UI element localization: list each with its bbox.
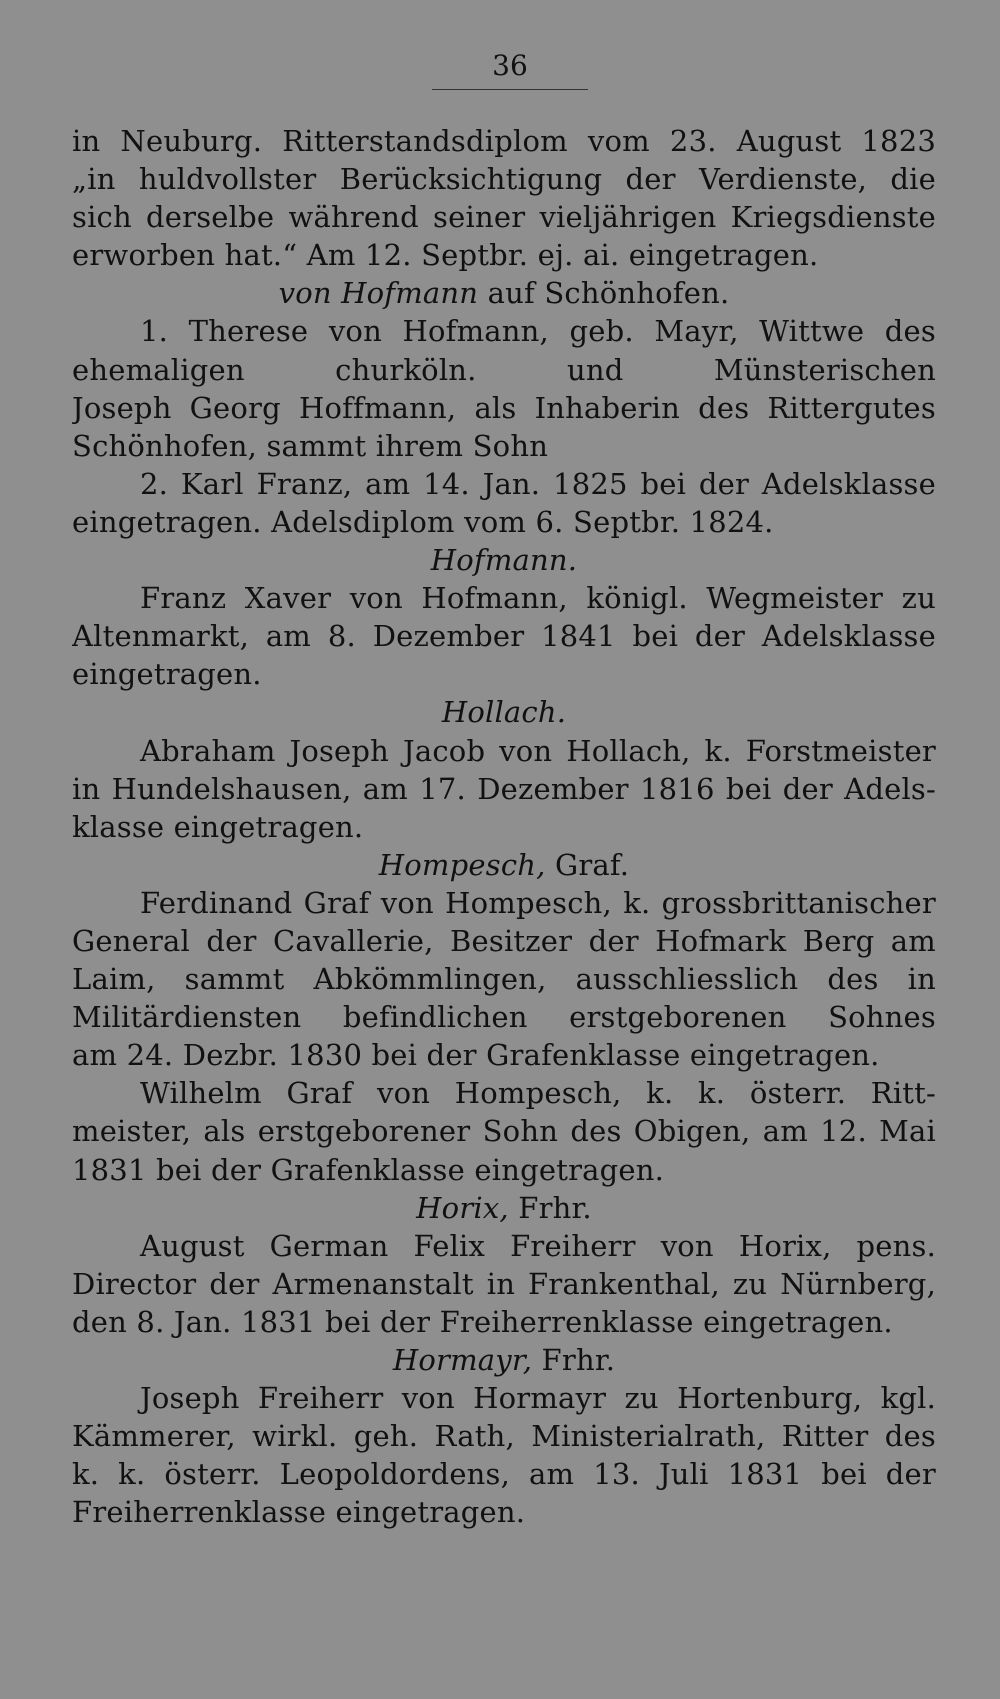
entry-heading: [72, 274, 936, 312]
line-text: Frhr.: [532, 1343, 616, 1377]
text-line: [72, 884, 936, 922]
family-name: Hofmann.: [430, 543, 578, 578]
line-text: Abraham Joseph Jacob von Hollach, k. Forstmeister: [140, 733, 936, 768]
line-text: Director der Armenanstalt in Frankenthal, zu Nürnberg,: [72, 1266, 936, 1301]
text-line: [72, 770, 936, 808]
text-line: [72, 351, 936, 389]
family-name: Hompesch,: [378, 847, 546, 882]
line-text: Graf.: [545, 847, 630, 882]
entry-heading: [72, 1189, 936, 1227]
line-text: Frhr.: [508, 1190, 592, 1225]
line-text: in Neuburg. Ritterstandsdiplom vom 23. August 1823: [72, 124, 936, 158]
entry-heading: [72, 1341, 936, 1379]
text-line: [72, 960, 936, 998]
line-text: 1831 bei der Grafenklasse eingetragen.: [72, 1152, 665, 1187]
line-text: den 8. Jan. 1831 bei der Freiherrenklasse eingetragen.: [72, 1304, 893, 1339]
text-line: [72, 1265, 936, 1303]
family-name: Horix,: [416, 1190, 509, 1225]
text-line: [72, 1455, 936, 1493]
line-text: August German Felix Freiherr von Horix, pens.: [140, 1228, 936, 1263]
line-text: Militärdiensten befindlichen erstgeborenen Sohnes: [72, 1000, 936, 1035]
text-line: [72, 579, 936, 617]
text-line: [72, 122, 936, 160]
text-line: [72, 617, 936, 655]
line-text: in Hundelshausen, am 17. Dezember 1816 bei der Adels-: [72, 771, 936, 806]
text-line: [72, 1151, 936, 1189]
line-text: Joseph Freiherr von Hormayr zu Hortenburg, kgl.: [140, 1381, 936, 1416]
line-text: meister, als erstgeborener Sohn des Obigen, am 12. Mai: [72, 1114, 936, 1149]
line-text: Altenmarkt, am 8. Dezember 1841 bei der Adelsklasse: [72, 619, 936, 654]
line-text: Wilhelm Graf von Hompesch, k. k. österr. Ritt-: [140, 1076, 936, 1111]
text-line: [72, 389, 936, 427]
line-text: sich derselbe während seiner vieljährigen Kriegsdienste: [72, 200, 936, 235]
text-line: [72, 1036, 936, 1074]
text-line: [72, 1227, 936, 1265]
entry-heading: [72, 541, 936, 579]
text-line: [72, 1379, 936, 1417]
text-line: [72, 236, 936, 274]
text-line: [72, 465, 936, 503]
text-line: [72, 922, 936, 960]
family-name: von Hofmann: [278, 276, 479, 311]
text-line: [72, 312, 936, 350]
line-text: General der Cavallerie, Besitzer der Hofmark Berg am: [72, 923, 936, 958]
entry-heading: [72, 693, 936, 731]
line-text: Kämmerer, wirkl. geh. Rath, Ministerialrath, Ritter des: [72, 1419, 936, 1454]
line-text: Franz Xaver von Hofmann, königl. Wegmeister zu: [140, 581, 936, 616]
text-line: [72, 160, 936, 198]
family-name: Hormayr,: [392, 1343, 533, 1377]
text-line: [72, 655, 936, 693]
text-line: [72, 1074, 936, 1112]
line-text: ehemaligen churköln. und Münsterischen: [72, 352, 936, 387]
text-line: [72, 1112, 936, 1150]
text-line: [72, 998, 936, 1036]
line-text: auf Schönhofen.: [478, 276, 730, 311]
header-rule: [432, 89, 588, 90]
line-text: k. k. österr. Leopoldordens, am 13. Juli 1831 bei der: [72, 1457, 936, 1492]
line-text: Joseph Georg Hoffmann, als Inhaberin des Rittergutes: [72, 390, 936, 425]
body-text: [72, 122, 936, 1531]
text-line: [72, 503, 936, 541]
text-line: [72, 1493, 936, 1531]
line-text: eingetragen.: [72, 657, 262, 692]
text-line: [72, 1303, 936, 1341]
text-line: [72, 427, 936, 465]
line-text: Ferdinand Graf von Hompesch, k. grossbrittanischer: [140, 885, 936, 920]
text-line: [72, 1417, 936, 1455]
page-number: 36: [492, 49, 528, 82]
text-line: [72, 808, 936, 846]
text-line: [72, 198, 936, 236]
line-text: klasse eingetragen.: [72, 809, 364, 844]
text-line: [72, 732, 936, 770]
family-name: Hollach.: [441, 695, 567, 730]
line-text: „in huldvollster Berücksichtigung der Verdienste, die: [72, 162, 936, 197]
line-text: Freiherrenklasse eingetragen.: [72, 1495, 526, 1530]
entry-heading: [72, 846, 936, 884]
line-text: Laim, sammt Abkömmlingen, ausschliesslich des in: [72, 962, 936, 997]
line-text: erworben hat.“ Am 12. Septbr. ej. ai. eingetragen.: [72, 238, 819, 273]
line-text: 2. Karl Franz, am 14. Jan. 1825 bei der Adelsklasse: [140, 466, 936, 501]
line-text: am 24. Dezbr. 1830 bei der Grafenklasse eingetragen.: [72, 1038, 880, 1073]
line-text: 1. Therese von Hofmann, geb. Mayr, Wittwe des: [140, 314, 936, 349]
line-text: eingetragen. Adelsdiplom vom 6. Septbr. 1824.: [72, 504, 774, 539]
line-text: Schönhofen, sammt ihrem Sohn: [72, 428, 549, 463]
